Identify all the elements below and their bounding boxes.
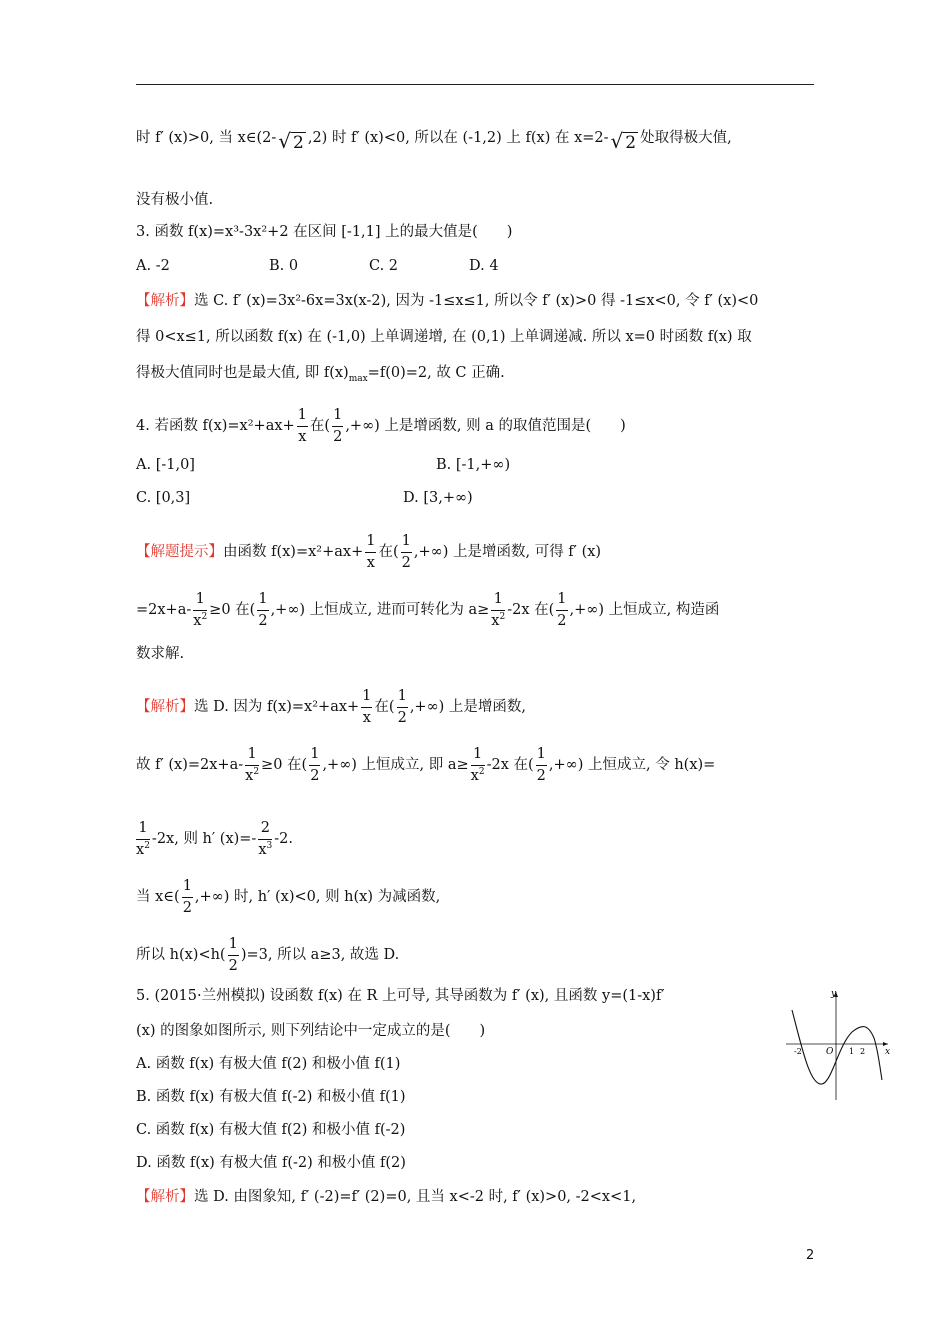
fraction: $\frac{1}{2}$: [333, 407, 343, 445]
fraction: $\frac{1}{x}$: [362, 688, 372, 726]
sqrt-expression: √ 2: [278, 129, 304, 153]
question-5: (x) 的图象如图所示, 则下列结论中一定成立的是( ): [136, 1023, 486, 1039]
hint-line: 数求解.: [136, 646, 185, 662]
fraction: $\frac{1}{x^2}$: [193, 591, 208, 629]
option-b: B. [-1,+∞): [436, 457, 511, 473]
question-4-options-row: [136, 488, 836, 508]
question-3-options: [136, 256, 836, 276]
option-c: C. 2: [369, 258, 399, 274]
tick-label: 1: [849, 1047, 855, 1056]
fraction: $\frac{1}{x^2}$: [245, 746, 260, 784]
curve: [792, 1010, 882, 1084]
question-4-options-row: [136, 455, 836, 475]
answer-3-line: 【解析】选 C. f′ (x)=3x²-6x=3x(x-2), 因为 -1≤x≤1, 所以令 f′ (x)>0 得 -1≤x<0, 令 f′ (x)<0: [136, 293, 759, 309]
question-5: 5. (2015·兰州模拟) 设函数 f(x) 在 R 上可导, 其导函数为 f′ (x), 且函数 y=(1-x)f′: [136, 988, 665, 1004]
fraction: $\frac{2}{x^3}$: [258, 820, 273, 858]
page-number: 2: [806, 1248, 815, 1263]
x-axis-label: x: [885, 1047, 891, 1057]
header-rule: [136, 84, 814, 85]
option-c: C. 函数 f(x) 有极大值 f(2) 和极小值 f(-2): [136, 1122, 406, 1138]
origin-label: O: [826, 1047, 834, 1057]
fraction: $\frac{1}{x^2}$: [136, 820, 150, 858]
solution-line: $\frac{1}{x^2}$ -2x, 则 h′ (x)=- $\frac{2}{x^3}$ -2.: [136, 820, 293, 858]
option-d: D. [3,+∞): [403, 490, 473, 506]
text-line: 时 f′ (x)>0, 当 x∈(2- √ 2 ,2) 时 f′ (x)<0, 所以在 (-1,2) 上 f(x) 在 x=2- √ 2 处取得极大值,: [136, 129, 732, 153]
option-b: B. 0: [269, 258, 299, 274]
answer-3-line: 得极大值同时也是最大值, 即 $f(x)_{max}=f(0)=2$, 故 C 正确.: [136, 365, 505, 384]
fraction: $\frac{1}{2}$: [401, 533, 411, 571]
solution-line: 【解析】选 D. 因为 f(x)=x²+ax+ $\frac{1}{x}$ 在( $\frac{1}{2}$ ,+∞) 上是增函数,: [136, 688, 527, 726]
solution-line: 所以 h(x)<h( $\frac{1}{2}$ )=3, 所以 a≥3, 故选 D.: [136, 936, 400, 974]
question-4: 4. 若函数 f(x)=x²+ax+ $\frac{1}{x}$ 在( $\frac{1}{2}$ ,+∞) 上是增函数, 则 a 的取值范围是( ): [136, 407, 626, 445]
tick-label: 2: [860, 1047, 866, 1056]
fraction: $\frac{1}{2}$: [228, 936, 238, 974]
answer-5-line: 【解析】选 D. 由图象知, f′ (-2)=f′ (2)=0, 且当 x<-2 时, f′ (x)>0, -2<x<1,: [136, 1189, 637, 1205]
fraction: $\frac{1}{x}$: [297, 407, 307, 445]
solution-line: 故 f′ (x)=2x+a- $\frac{1}{x^2}$ ≥0 在( $\frac{1}{2}$ ,+∞) 上恒成立, 即 a≥ $\frac{1}{x^2}$ -2x 在( $\frac{1}{2}$ ,+∞) 上恒成立, 令 h(x)=: [136, 746, 716, 784]
fraction: $\frac{1}{2}$: [557, 591, 567, 629]
y-axis-label: y: [831, 989, 837, 999]
fraction: $\frac{1}{2}$: [182, 878, 192, 916]
option-d: D. 4: [469, 258, 499, 274]
fraction: $\frac{1}{2}$: [536, 746, 546, 784]
option-b: B. 函数 f(x) 有极大值 f(-2) 和极小值 f(1): [136, 1089, 406, 1105]
hint-line: =2x+a- $\frac{1}{x^2}$ ≥0 在( $\frac{1}{2}$ ,+∞) 上恒成立, 进而可转化为 a≥ $\frac{1}{x^2}$ -2x 在( $\frac{1}{2}$ ,+∞) 上恒成立, 构造函: [136, 591, 720, 629]
analysis-tag: 【解析】: [136, 699, 194, 715]
option-a: A. [-1,0]: [136, 457, 195, 473]
analysis-tag: 【解析】: [136, 1189, 194, 1205]
option-a: A. 函数 f(x) 有极大值 f(2) 和极小值 f(1): [136, 1056, 401, 1072]
fraction: $\frac{1}{2}$: [397, 688, 407, 726]
option-c: C. [0,3]: [136, 490, 191, 506]
question-3: 3. 函数 f(x)=x³-3x²+2 在区间 [-1,1] 上的最大值是( ): [136, 224, 513, 240]
fraction: $\frac{1}{x^2}$: [470, 746, 485, 784]
analysis-tag: 【解析】: [136, 293, 194, 309]
fraction: $\frac{1}{x^2}$: [491, 591, 506, 629]
fraction: $\frac{1}{2}$: [258, 591, 268, 629]
option-a: A. -2: [136, 258, 170, 274]
sqrt-expression: √ 2: [610, 129, 637, 153]
hint-line: 【解题提示】由函数 f(x)=x²+ax+ $\frac{1}{x}$ 在( $\frac{1}{2}$ ,+∞) 上是增函数, 可得 f′ (x): [136, 533, 602, 571]
answer-3-line: 得 0<x≤1, 所以函数 f(x) 在 (-1,0) 上单调递增, 在 (0,1) 上单调递减. 所以 x=0 时函数 f(x) 取: [136, 329, 752, 345]
function-graph: [782, 988, 892, 1108]
x-axis-arrow: [883, 1042, 888, 1046]
tick-label: -2: [794, 1047, 802, 1056]
fraction: $\frac{1}{2}$: [310, 746, 320, 784]
fraction: $\frac{1}{x}$: [366, 533, 376, 571]
solution-line: 当 x∈( $\frac{1}{2}$ ,+∞) 时, h′ (x)<0, 则 h(x) 为减函数,: [136, 878, 441, 916]
text-line: 没有极小值.: [136, 192, 214, 208]
hint-tag: 【解题提示】: [136, 544, 223, 560]
option-d: D. 函数 f(x) 有极大值 f(-2) 和极小值 f(2): [136, 1155, 406, 1171]
